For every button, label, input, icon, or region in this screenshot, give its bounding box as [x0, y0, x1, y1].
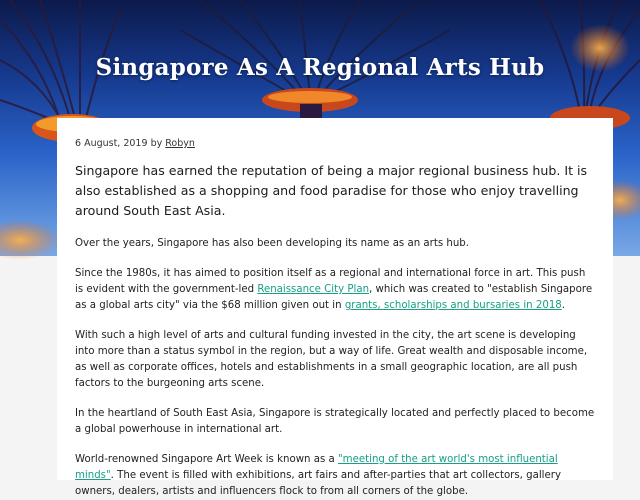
paragraph-4: In the heartland of South East Asia, Singapore is strategically located and perfectly placed to become a global powerhouse in international art. — [75, 408, 595, 435]
paragraph-5-text-b: . The event is filled with exhibitions, art fairs and after-parties that art collectors, gallery owners, dealers, artists and influencers flock to from all corners of the globe. — [75, 470, 561, 497]
post-meta — [75, 138, 595, 149]
paragraph-5-text-a: World-renowned Singapore Art Week is known as a — [75, 454, 338, 465]
post-by: by — [150, 138, 163, 149]
grants-link[interactable]: grants, scholarships and bursaries in 2018 — [344, 300, 562, 311]
paragraph-5 — [75, 452, 595, 500]
post-date: 6 August, 2019 — [75, 138, 148, 149]
art-week-quote-link[interactable]: "meeting of the art world's most influential minds" — [75, 454, 558, 481]
paragraph-1: Over the years, Singapore has also been developing its name as an arts hub. — [75, 238, 470, 249]
article-card — [57, 118, 613, 497]
lead-paragraph: Singapore has earned the reputation of being a major regional business hub. It is also established as a shopping and food paradise for those who enjoy travelling around South East Asia. — [75, 163, 588, 218]
paragraph-2-text-c: . — [561, 300, 566, 311]
paragraph-2-text-b: , which was created to "establish Singapore as a global arts city" via the $68 million given out in — [75, 284, 593, 311]
renaissance-city-plan-link[interactable]: Renaissance City Plan — [257, 284, 370, 295]
page-title: Singapore As A Regional Arts Hub — [95, 54, 545, 81]
author-link[interactable]: Robyn — [165, 138, 195, 149]
paragraph-2 — [75, 266, 595, 314]
paragraph-2-text-a: Since the 1980s, it has aimed to position itself as a regional and international force in art. This push is evident with the government-led — [75, 268, 586, 295]
paragraph-3: With such a high level of arts and cultural funding invested in the city, the art scene is developing into more than a status symbol in the region, but a way of life. Great wealth and disposable income, as well as corporate offices, hotels and establishments in a small geographic location, are all push factors to the burgeoning arts scene. — [75, 330, 588, 389]
